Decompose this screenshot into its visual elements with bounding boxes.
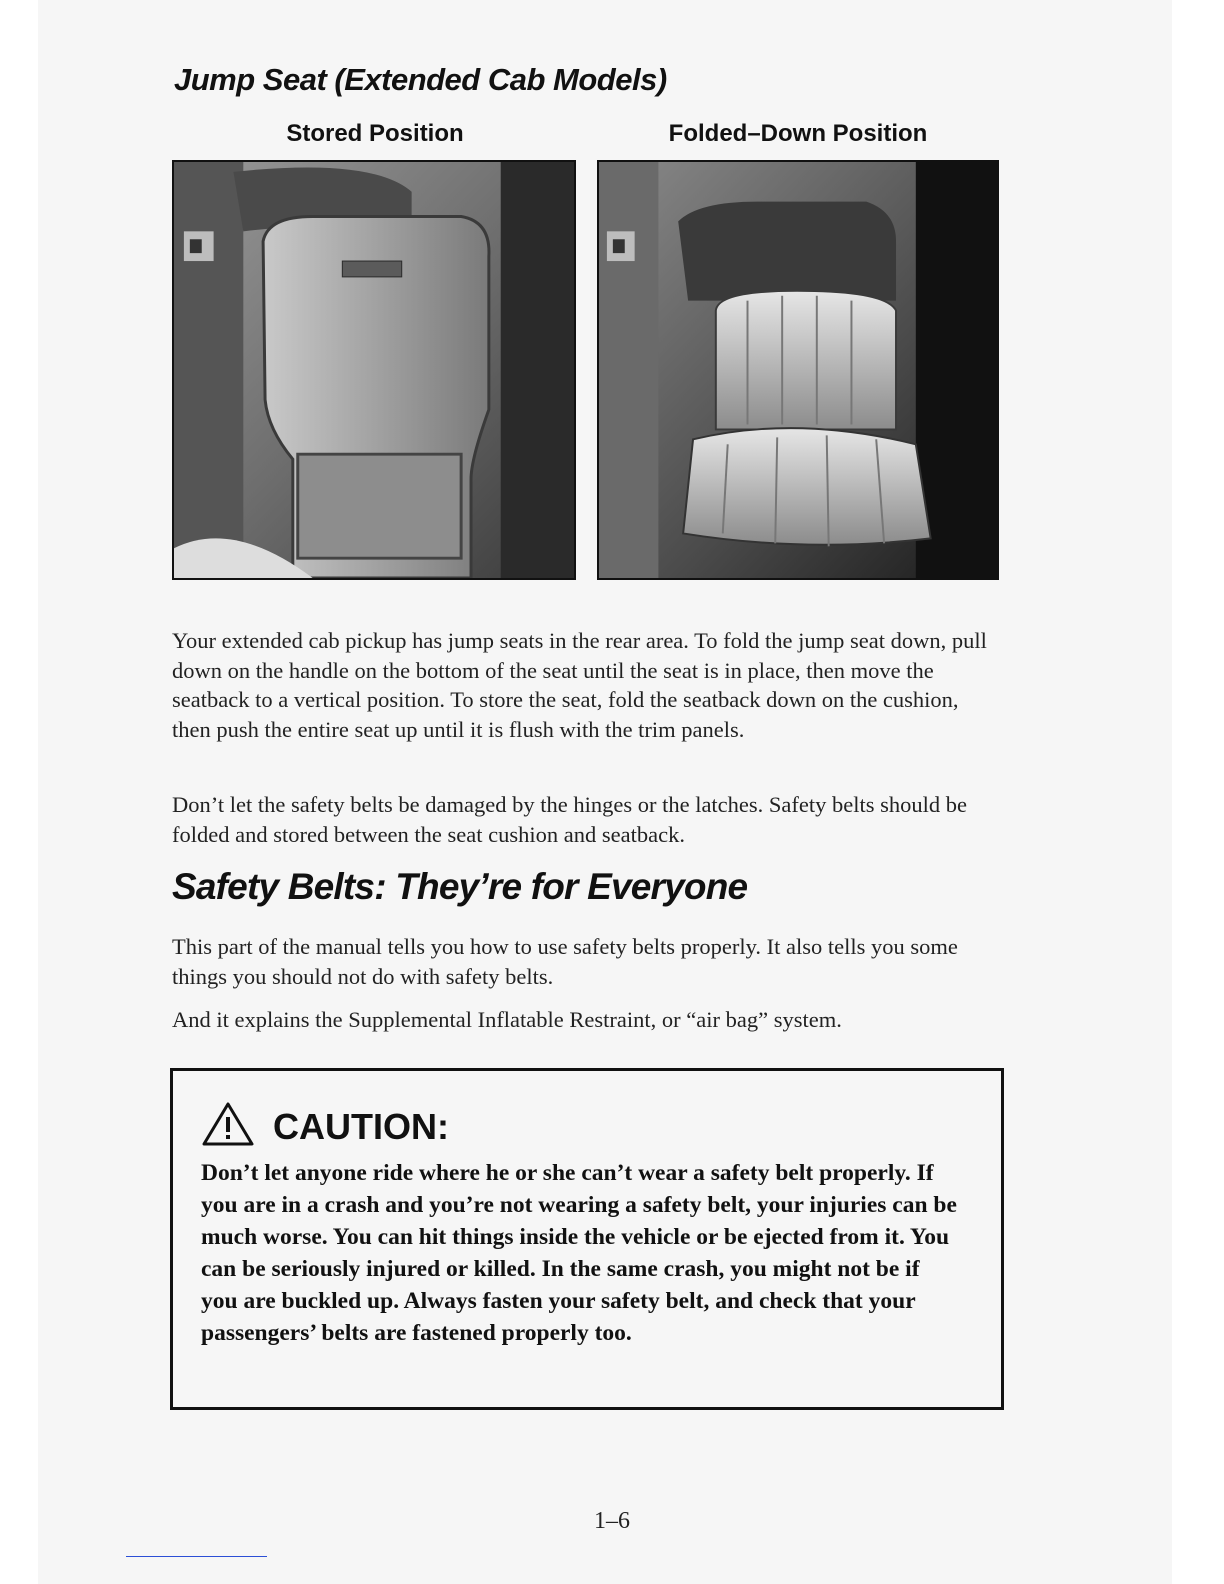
jump-seat-instructions: Your extended cab pickup has jump seats in the rear area. To fold the jump seat down, pull down on the handle on the bottom of the seat until the seat is in place, then move the seatback to a vertical position. To store the seat, fold the seatback down on the cushion, then push the entire seat up until it is flush with the trim panels. [172,628,987,742]
page-number: 1–6 [594,1508,630,1534]
safety-belts-heading: Safety Belts: They’re for Everyone [172,866,748,907]
caution-label: CAUTION: [273,1105,449,1147]
warning-triangle-icon [201,1101,255,1152]
stored-position-caption: Stored Position [286,120,464,147]
section-title: Jump Seat (Extended Cab Models) [174,62,667,97]
folded-down-position-caption: Folded–Down Position [668,120,928,147]
belt-storage-note: Don’t let the safety belts be damaged by the hinges or the latches. Safety belts should be folded and stored between the seat cushion and seatback. [172,792,968,847]
folded-down-position-photo [597,160,999,580]
stored-position-photo [172,160,576,580]
caution-box [170,1068,1004,1410]
caution-text: Don’t let anyone ride where he or she can’t wear a safety belt properly. If you are in a crash and you’re not wearing a safety belt, your injuries can be much worse. You can hit things inside the vehicle or be ejected from it. You can be seriously injured or killed. In the same crash, you might not be if you are buckled up. Always fasten your safety belt, and check that your passengers’ belts are fastened properly too. [201,1160,957,1346]
air-bag-paragraph: And it explains the Supplemental Inflatable Restraint, or “air bag” system. [172,1007,842,1032]
caution-header [201,1101,449,1152]
safety-intro-paragraph: This part of the manual tells you how to use safety belts properly. It also tells you some things you should not do with safety belts. [172,934,958,989]
footer-rule [126,1556,267,1557]
